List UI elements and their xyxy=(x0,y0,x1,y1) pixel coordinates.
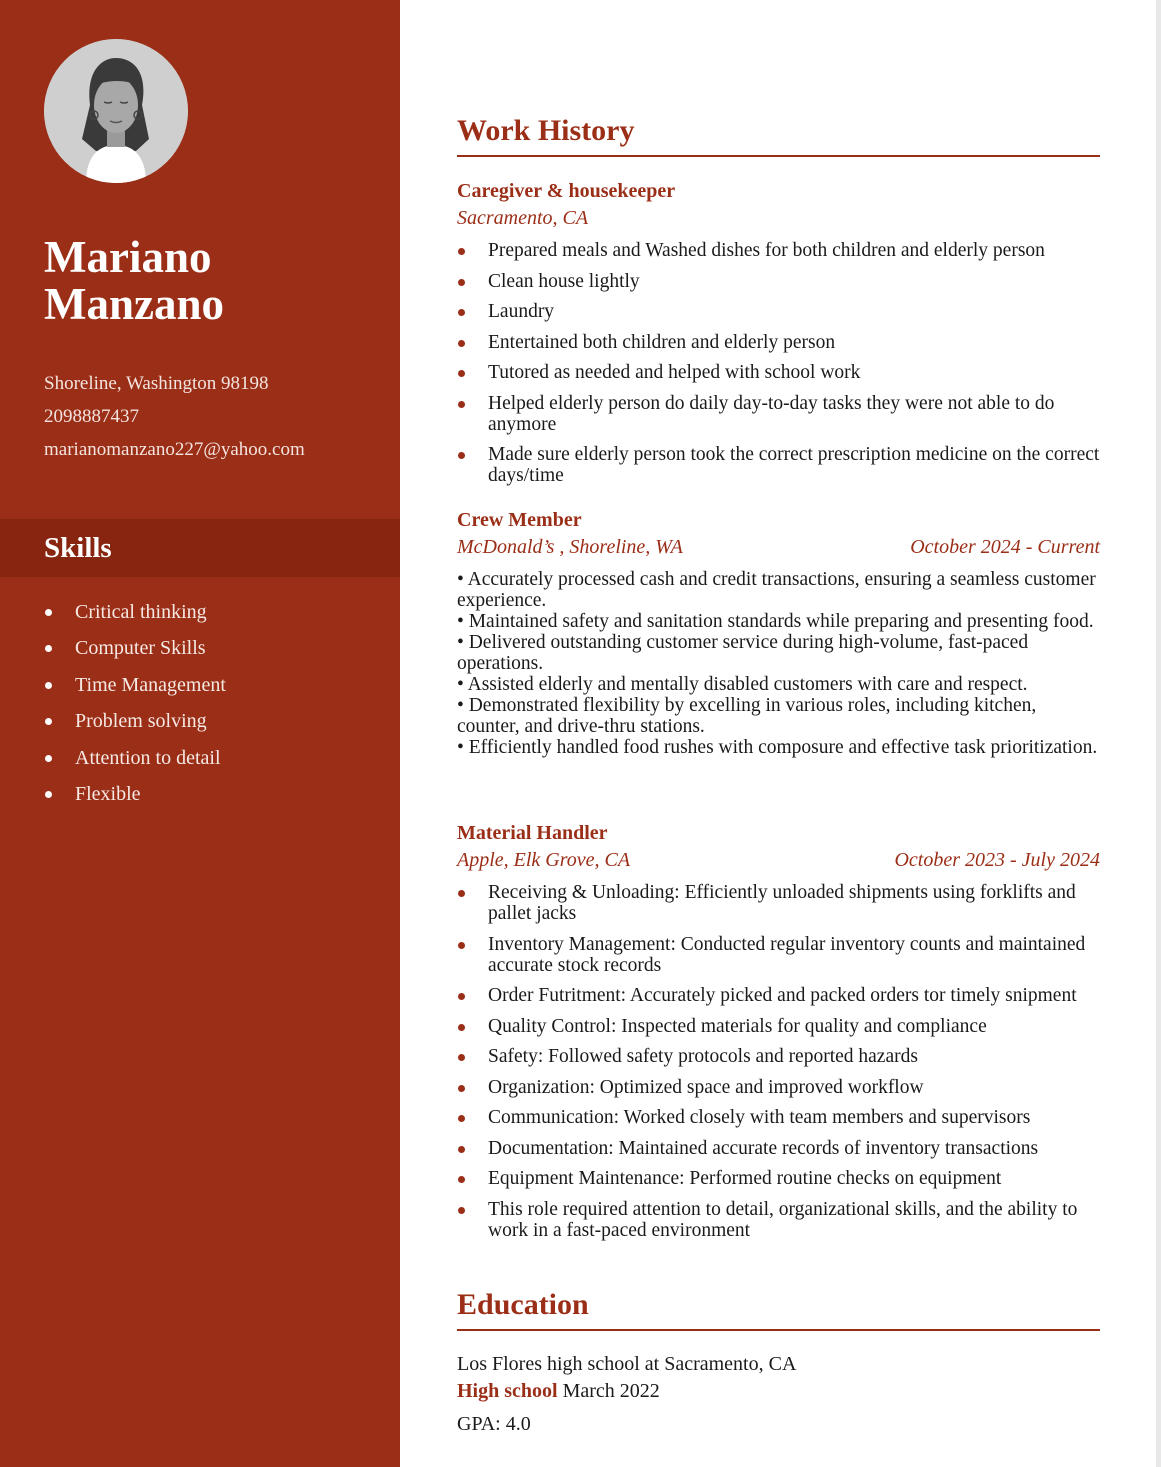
duty-item: Tutored as needed and helped with school work xyxy=(457,362,1100,383)
work-history-heading: Work History xyxy=(457,114,635,147)
candidate-name xyxy=(44,234,224,328)
duty-line: • Accurately processed cash and credit transactions, ensuring a seamless customer experience. xyxy=(457,569,1096,611)
duty-item: Inventory Management: Conducted regular inventory counts and maintained accurate stock records xyxy=(457,934,1100,976)
job-title: Material Handler xyxy=(457,822,608,844)
duty-item: Receiving & Unloading: Efficiently unloaded shipments using forklifts and pallet jacks xyxy=(457,882,1100,924)
duty-item: Made sure elderly person took the correct prescription medicine on the correct days/time xyxy=(457,444,1100,486)
job-location: Sacramento, CA xyxy=(457,207,589,229)
duty-item: Clean house lightly xyxy=(457,271,1100,292)
section-divider xyxy=(457,155,1100,157)
skill-item: Attention to detail xyxy=(44,740,226,776)
job-duties-text xyxy=(457,569,1100,758)
education-heading: Education xyxy=(457,1288,589,1321)
duty-item: Order Futritment: Accurately picked and packed orders tor timely snipment xyxy=(457,985,1100,1006)
skills-list xyxy=(44,594,226,812)
contact-email: marianomanzano227@yahoo.com xyxy=(44,439,305,460)
skill-item: Time Management xyxy=(44,667,226,703)
duty-line: • Demonstrated flexibility by excelling in various roles, including kitchen, counter, and drive-thru stations. xyxy=(457,695,1037,737)
job-title: Crew Member xyxy=(457,509,582,531)
education-gpa: GPA: 4.0 xyxy=(457,1413,531,1435)
education-degree-line xyxy=(457,1379,660,1403)
duty-line: • Delivered outstanding customer service during high-volume, fast-paced operations. xyxy=(457,632,1029,674)
page-edge xyxy=(1156,0,1161,1467)
job-meta xyxy=(457,848,1100,872)
job-meta xyxy=(457,206,1100,230)
education-degree: High school xyxy=(457,1380,558,1402)
duty-item: Organization: Optimized space and improved workflow xyxy=(457,1077,1100,1098)
job-date: October 2023 - July 2024 xyxy=(894,849,1100,871)
skills-heading: Skills xyxy=(44,532,112,564)
contact-address: Shoreline, Washington 98198 xyxy=(44,373,269,394)
skill-item: Problem solving xyxy=(44,703,226,739)
duty-item: Quality Control: Inspected materials for quality and compliance xyxy=(457,1016,1100,1037)
skill-item: Computer Skills xyxy=(44,630,226,666)
duty-line: • Assisted elderly and mentally disabled customers with care and respect. xyxy=(457,674,1028,695)
person-avatar-icon xyxy=(44,39,188,183)
duty-item: Communication: Worked closely with team members and supervisors xyxy=(457,1107,1100,1128)
duty-item: Safety: Followed safety protocols and reported hazards xyxy=(457,1046,1100,1067)
duty-item: Entertained both children and elderly person xyxy=(457,332,1100,353)
duty-item: Helped elderly person do daily day-to-day tasks they were not able to do anymore xyxy=(457,393,1100,435)
contact-phone: 2098887437 xyxy=(44,406,139,427)
duty-line: • Efficiently handled food rushes with composure and effective task prioritization. xyxy=(457,737,1098,758)
job-title: Caregiver & housekeeper xyxy=(457,180,676,202)
job-meta xyxy=(457,535,1100,559)
first-name: Mariano xyxy=(44,232,212,282)
job-date: October 2024 - Current xyxy=(910,536,1100,558)
education-school: Los Flores high school at Sacramento, CA xyxy=(457,1353,797,1375)
job-duties-list xyxy=(457,882,1100,1250)
section-divider xyxy=(457,1329,1100,1331)
duty-item: Equipment Maintenance: Performed routine checks on equipment xyxy=(457,1168,1100,1189)
education-date: March 2022 xyxy=(562,1380,660,1402)
duty-item: Prepared meals and Washed dishes for both children and elderly person xyxy=(457,240,1100,261)
duty-item: Documentation: Maintained accurate records of inventory transactions xyxy=(457,1138,1100,1159)
job-duties-list xyxy=(457,240,1100,496)
job-location: McDonald’s , Shoreline, WA xyxy=(457,536,683,558)
last-name: Manzano xyxy=(44,279,224,329)
avatar xyxy=(44,39,188,183)
duty-item: This role required attention to detail, organizational skills, and the ability to work in a fast-paced environment xyxy=(457,1199,1100,1241)
job-location: Apple, Elk Grove, CA xyxy=(457,849,631,871)
sidebar xyxy=(0,0,400,1467)
skill-item: Critical thinking xyxy=(44,594,226,630)
duty-line: • Maintained safety and sanitation standards while preparing and presenting food. xyxy=(457,611,1094,632)
duty-item: Laundry xyxy=(457,301,1100,322)
skill-item: Flexible xyxy=(44,776,226,812)
